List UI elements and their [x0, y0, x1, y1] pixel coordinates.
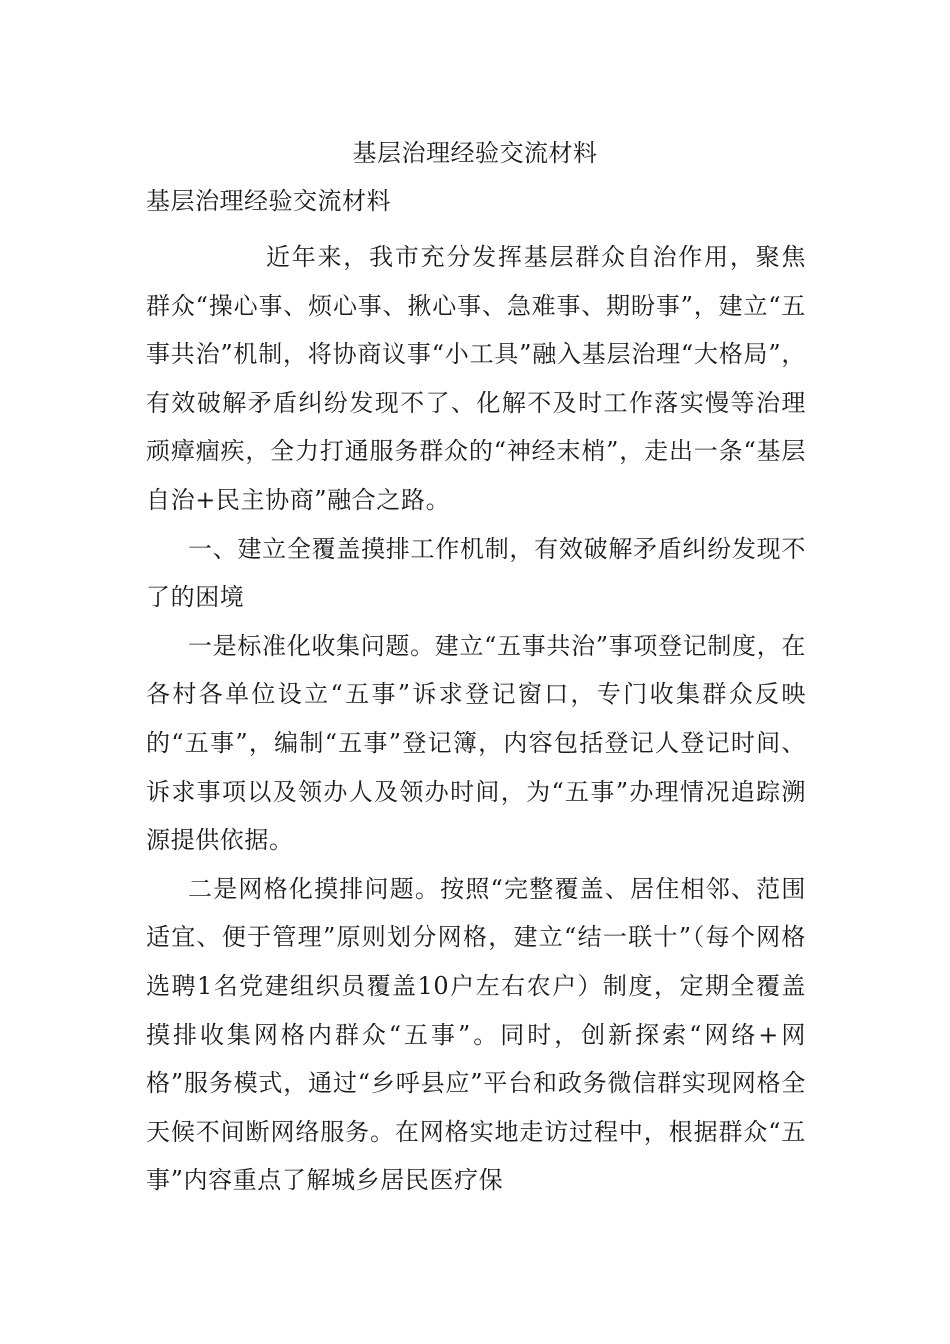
document-subtitle: 基层治理经验交流材料 — [146, 187, 391, 215]
paragraph-standardized-collection: 一是标准化收集问题。建立“五事共治”事项登记制度，在各村各单位设立“五事”诉求登记窗口，专门收集群众反映的“五事”，编制“五事”登记簿，内容包括登记人登记时间、诉求事项以及领办人及领办时间，为“五事”办理情况追踪溯源提供依据。 — [146, 631, 806, 855]
paragraph-intro: 近年来，我市充分发挥基层群众自治作用，聚焦群众“操心事、烦心事、揪心事、急难事、期盼事”，建立“五事共治”机制，将协商议事“小工具”融入基层治理“大格局”，有效破解矛盾纠纷发现不了、化解不及时工作落实慢等治理顽瘴痼疾，全力打通服务群众的“神经末梢”，走出一条“基层自治+民主协商”融合之路。 — [146, 243, 806, 514]
section-heading-1: 一、建立全覆盖摸排工作机制，有效破解矛盾纠纷发现不了的困境 — [146, 534, 806, 612]
document-title: 基层治理经验交流材料 — [352, 139, 598, 167]
paragraph-grid-screening: 二是网格化摸排问题。按照“完整覆盖、居住相邻、范围适宜、便于管理”原则划分网格，建立“结一联十”（每个网格选聘1名党建组织员覆盖10户左右农户）制度，定期全覆盖摸排收集网格内群众“五事”。同时，创新探索“网络+网格”服务模式，通过“乡呼县应”平台和政务微信群实现网格全天候不间断网络服务。在网格实地走访过程中，根据群众“五事”内容重点了解城乡居民医疗保 — [146, 874, 806, 1195]
document-body — [146, 233, 806, 1205]
